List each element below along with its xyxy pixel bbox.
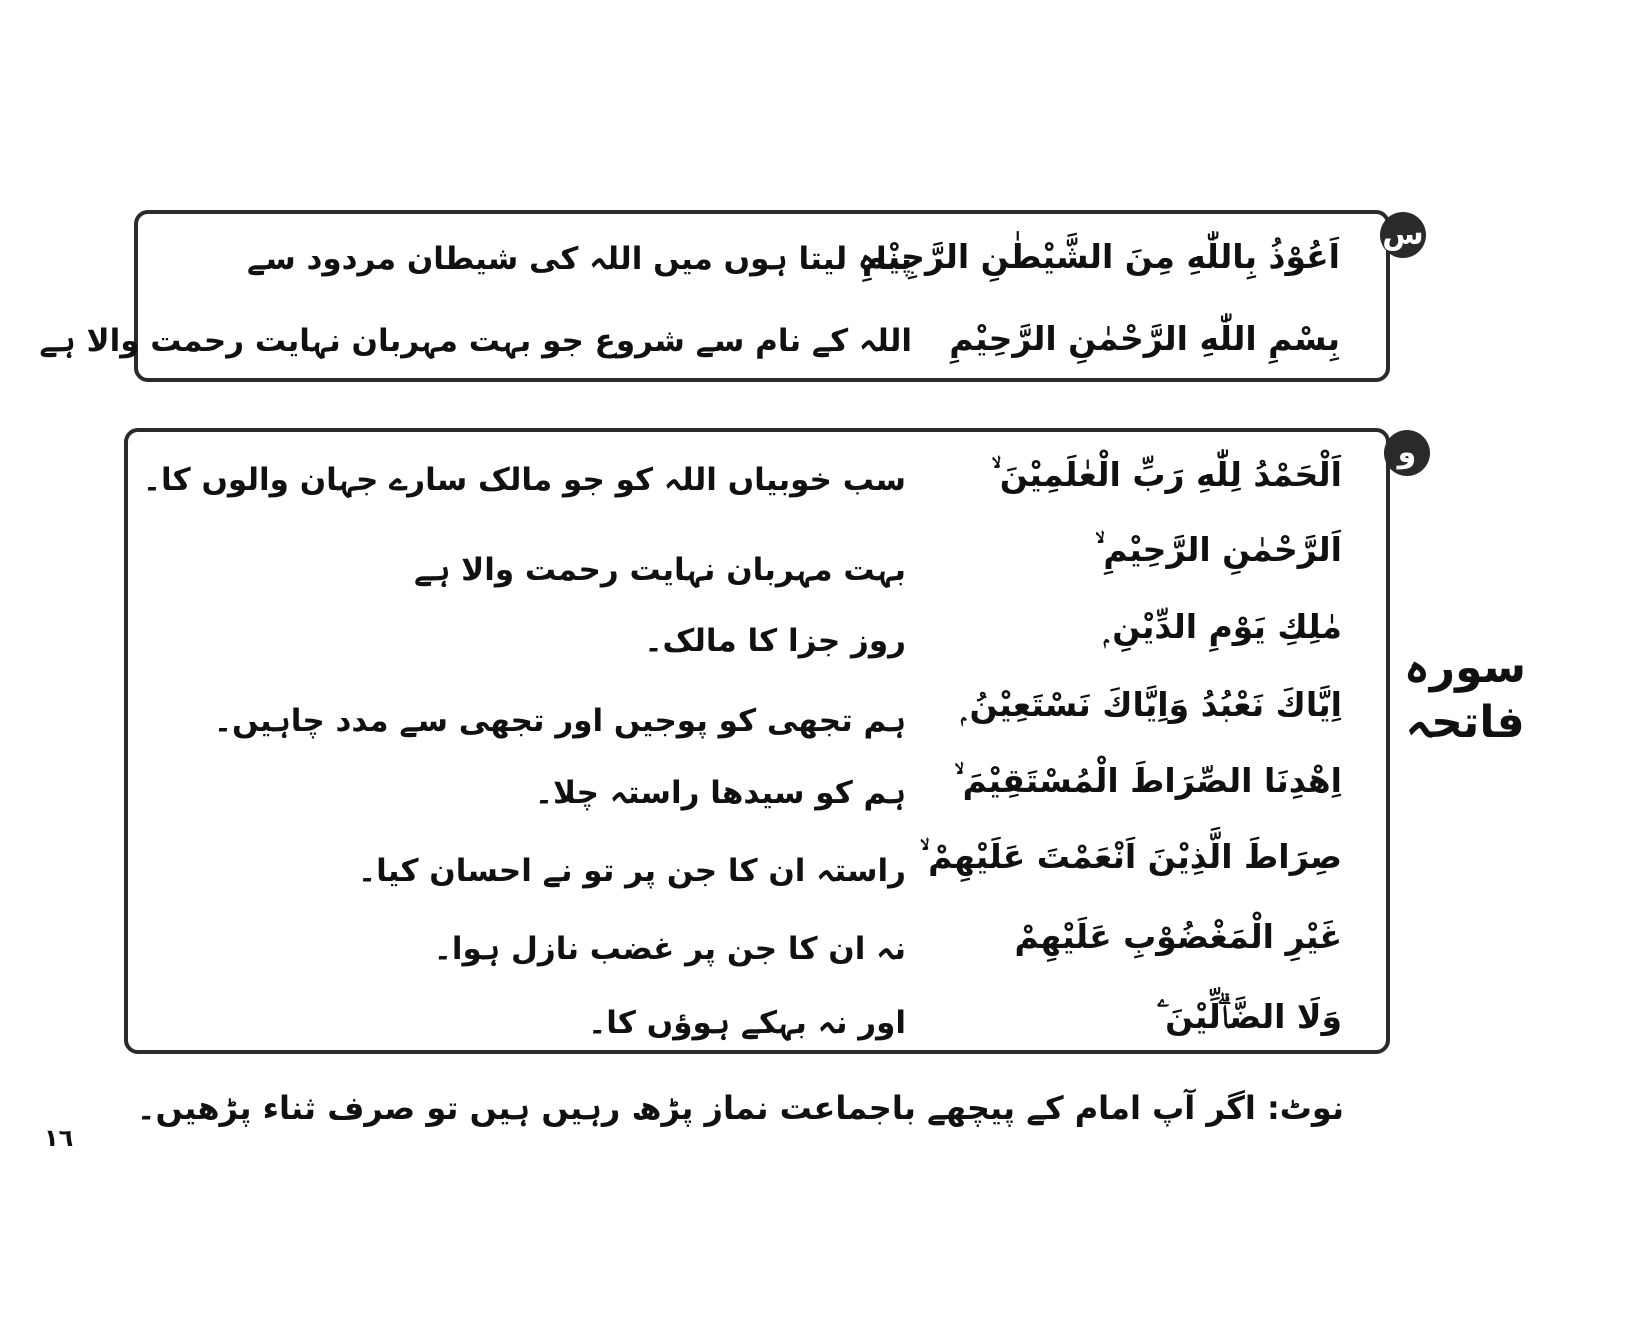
- page-number: ١٦: [44, 1124, 74, 1152]
- surah-title-line1: سورہ: [1404, 642, 1526, 693]
- arabic-verse-7: غَيْرِ الْمَغْضُوْبِ عَلَيْهِمْ: [1014, 917, 1342, 956]
- arabic-verse-4: اِيَّاكَ نَعْبُدُ وَاِيَّاكَ نَسْتَعِيْنُ ۭ: [961, 685, 1342, 724]
- urdu-translation-8: اور نہ بہکے ہوؤں کا۔: [588, 1005, 906, 1041]
- section-badge-waw: و: [1384, 430, 1430, 476]
- arabic-verse-8: وَلَا الضَّاۗلِّيْنَ ۧ: [1156, 997, 1342, 1036]
- arabic-line-taawwudh: اَعُوْذُ بِاللّٰهِ مِنَ الشَّيْطٰنِ الرَّجِيْمِ: [861, 237, 1340, 276]
- urdu-translation-6: راستہ ان کا جن پر تو نے احسان کیا۔: [357, 853, 906, 889]
- surah-title: [1400, 640, 1530, 750]
- urdu-translation-5: ہم کو سیدھا راستہ چلا۔: [534, 775, 906, 811]
- section-badge-seen: س: [1380, 212, 1426, 258]
- urdu-line-taawwudh: پناہ لیتا ہوں میں اللہ کی شیطان مردود سے: [247, 241, 912, 277]
- urdu-line-basmala: اللہ کے نام سے شروع جو بہت مہربان نہایت رحمت والا ہے: [39, 323, 912, 359]
- urdu-translation-1: سب خوبیاں اللہ کو جو مالک سارے جہان والوں کا۔: [142, 462, 906, 498]
- arabic-verse-2: اَلرَّحْمٰنِ الرَّحِيْمِ ۙ: [1095, 530, 1342, 569]
- arabic-verse-6: صِرَاطَ الَّذِيْنَ اَنْعَمْتَ عَلَيْهِمْ ۙ: [919, 837, 1342, 876]
- urdu-translation-3: روز جزا کا مالک۔: [644, 623, 906, 659]
- urdu-translation-7: نہ ان کا جن پر غضب نازل ہوا۔: [433, 931, 906, 967]
- arabic-line-basmala: بِسْمِ اللّٰهِ الرَّحْمٰنِ الرَّحِيْمِ: [949, 319, 1340, 358]
- arabic-verse-1: اَلْحَمْدُ لِلّٰهِ رَبِّ الْعٰلَمِيْنَ ۙ: [991, 455, 1342, 494]
- urdu-translation-2: بہت مہربان نہایت رحمت والا ہے: [414, 552, 906, 588]
- arabic-verse-5: اِھْدِنَا الصِّرَاطَ الْمُسْتَقِيْمَ ۙ: [954, 761, 1342, 800]
- surah-title-line2: فاتحہ: [1405, 697, 1525, 748]
- imam-note: نوٹ: اگر آپ امام کے پیچھے باجماعت نماز پڑھ رہیں ہیں تو صرف ثناء پڑھیں۔: [136, 1089, 1344, 1127]
- urdu-translation-4: ہم تجھی کو پوجیں اور تجھی سے مدد چاہیں۔: [213, 703, 906, 739]
- arabic-verse-3: مٰلِكِ يَوْمِ الدِّيْنِ ۭ: [1104, 607, 1342, 646]
